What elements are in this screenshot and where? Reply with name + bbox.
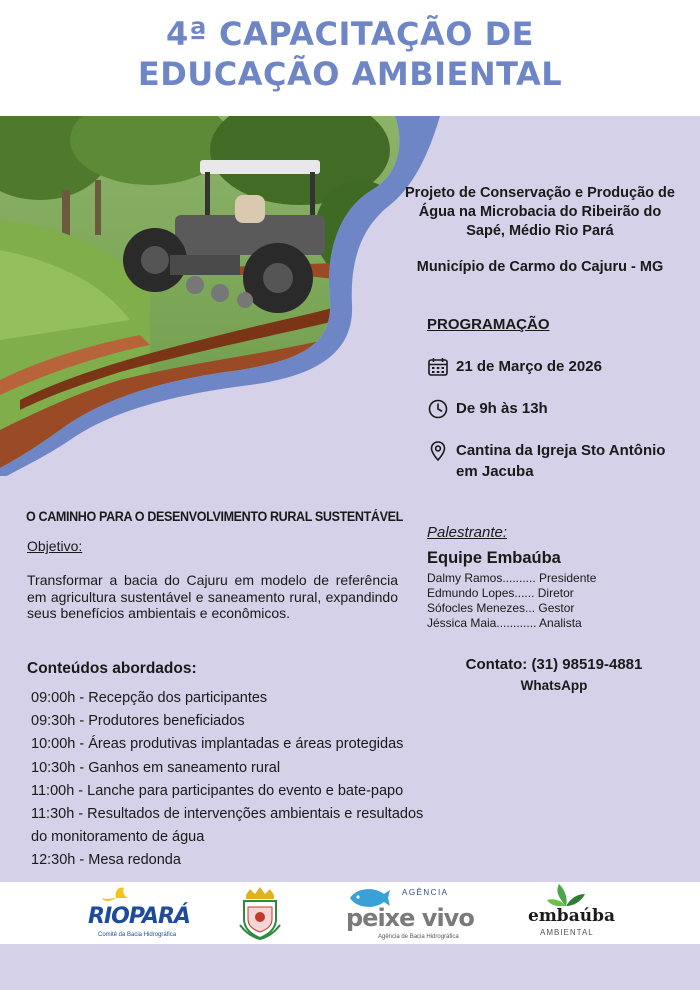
municipio: Município de Carmo do Cajuru - MG: [416, 259, 664, 275]
schedule-item: 09:30h - Produtores beneficiados: [31, 713, 245, 730]
team-member: Edmundo Lopes...... Diretor: [427, 586, 574, 600]
project-line-1: Projeto de Conservação e Produção de: [405, 185, 675, 201]
event-date: [427, 356, 602, 378]
project-description: [384, 184, 696, 241]
riopara-sub: Comitê da Bacia Hidrográfica: [98, 932, 177, 938]
event-place-text: [456, 440, 665, 482]
tagline: O CAMINHO PARA O DESENVOLVIMENTO RURAL SUSTENTÁVEL: [26, 509, 403, 524]
schedule-item: 09:00h - Recepção dos participantes: [31, 690, 268, 706]
footer-logos: [0, 882, 700, 944]
riopara-logo: [86, 884, 190, 942]
peixe-vivo-logo: [344, 886, 474, 942]
peixe-vivo-name: peixe vivo: [346, 904, 474, 932]
calendar-icon: [427, 356, 449, 378]
schedule-item: 11:00h - Lanche para participantes do evento e bate-papo: [31, 782, 404, 799]
schedule-item: do monitoramento de água: [31, 829, 205, 846]
location-pin-icon: [427, 440, 449, 462]
embauba-logo: [526, 884, 615, 942]
page-title: [0, 14, 700, 94]
schedule-item: 12:30h - Mesa redonda: [31, 852, 181, 869]
peixe-vivo-sub: Agência de Bacia Hidrográfica: [378, 934, 459, 940]
project-line-2: Água na Microbacia do Ribeirão do: [418, 204, 662, 220]
embauba-sub: AMBIENTAL: [540, 928, 594, 937]
title-line-1: 4ª CAPACITAÇÃO DE: [166, 15, 534, 53]
photo-scene: [0, 116, 420, 476]
team-member: Sófocles Menezes... Gestor: [427, 601, 575, 615]
team-members: [427, 571, 596, 631]
header: [0, 0, 700, 116]
hero-tractor-photo: [0, 116, 700, 476]
event-date-text: 21 de Março de 2026: [456, 358, 602, 375]
programacao-title: PROGRAMAÇÃO: [427, 316, 550, 333]
contact-phone: Contato: (31) 98519-4881: [465, 656, 643, 673]
team-member: Dalmy Ramos.......... Presidente: [427, 571, 597, 585]
palestrante-label: Palestrante:: [427, 524, 508, 541]
riopara-name: RIOPARÁ: [88, 904, 190, 929]
schedule-list: [31, 687, 423, 873]
event-time-text: De 9h às 13h: [456, 400, 548, 417]
municipal-seal-logo: [238, 885, 282, 941]
schedule-item: 10:30h - Ganhos em saneamento rural: [31, 759, 281, 776]
event-time: [427, 398, 548, 420]
place-line-1: Cantina da Igreja Sto Antônio: [456, 442, 666, 459]
leaf-icon: [541, 884, 591, 906]
clock-icon: [427, 398, 449, 420]
schedule-item: 10:00h - Áreas produtivas implantadas e áreas protegidas: [31, 736, 404, 753]
event-place: [427, 440, 665, 482]
place-line-2: em Jacuba: [456, 463, 534, 480]
embauba-name: embaúba: [528, 906, 615, 926]
objetivo-label: Objetivo:: [27, 538, 83, 554]
schedule-item: 11:30h - Resultados de intervenções ambientais e resultados: [31, 806, 424, 823]
peixe-vivo-top: AGÊNCIA: [402, 888, 449, 897]
team-name: Equipe Embaúba: [427, 549, 561, 567]
project-line-3: Sapé, Médio Rio Pará: [466, 223, 614, 239]
objetivo-text: Transformar a bacia do Cajuru em modelo de referência em agricultura sustentável e saneamento rural, expandindo seus benefícios ambientais e econômicos.: [27, 572, 398, 621]
title-line-2: EDUCAÇÃO AMBIENTAL: [137, 55, 563, 93]
team-member: Jéssica Maia............ Analista: [427, 616, 582, 630]
conteudos-title: Conteúdos abordados:: [27, 660, 197, 677]
contact-whatsapp: WhatsApp: [520, 678, 588, 693]
